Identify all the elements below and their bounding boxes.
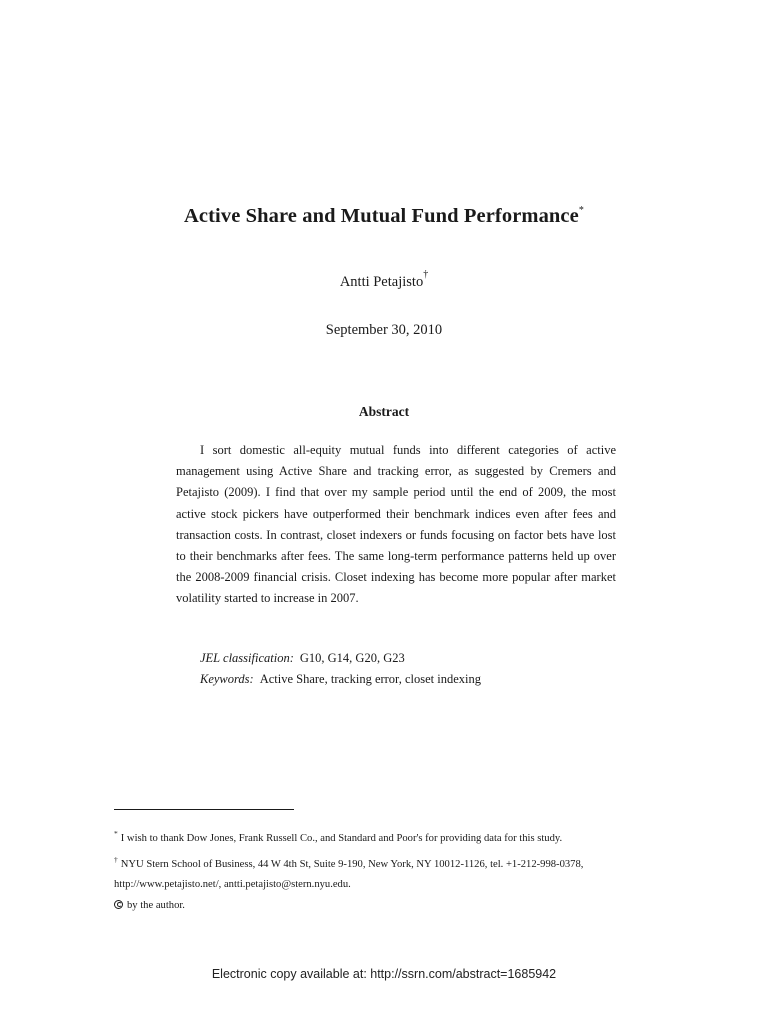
jel-value: G10, G14, G20, G23 — [299, 651, 405, 665]
footnote-2-line-1: NYU Stern School of Business, 44 W 4th St, Suite 9-190, New York, NY 10012-1126, tel. +1-212-998-0378, — [120, 858, 584, 870]
abstract-heading: Abstract — [358, 404, 410, 419]
copyright-text: by the author. — [127, 899, 185, 911]
title-footnote-mark: * — [578, 205, 584, 216]
footnote-divider — [114, 809, 294, 810]
ssrn-notice: Electronic copy available at: http://ssrn.com/abstract=1685942 — [211, 967, 557, 981]
keywords-value: Active Share, tracking error, closet indexing — [259, 672, 481, 686]
paper-author — [0, 269, 768, 291]
footnotes — [114, 824, 659, 916]
copyright-icon — [114, 900, 123, 909]
jel-label: JEL classification: — [200, 651, 294, 665]
keywords-label: Keywords: — [200, 672, 254, 686]
footnote-1-text: I wish to thank Dow Jones, Frank Russell Co., and Standard and Poor's for providing data for this study. — [120, 833, 563, 844]
footnote-1-mark: * — [114, 829, 118, 838]
footnote-affiliation-cont — [114, 875, 659, 896]
footnote-affiliation — [114, 850, 659, 876]
paper-title-text: Active Share and Mutual Fund Performance — [184, 205, 579, 227]
keywords — [200, 672, 481, 687]
paper-title — [0, 205, 768, 228]
footnote-2-mark: † — [114, 854, 118, 864]
paper-date: September 30, 2010 — [325, 322, 443, 338]
footnote-acknowledgment — [114, 824, 659, 850]
jel-classification — [200, 651, 405, 666]
author-name: Antti Petajisto — [339, 274, 424, 290]
footnote-2-line-2: http://www.petajisto.net/, antti.petajisto@stern.nyu.edu. — [114, 879, 351, 890]
footnote-copyright — [114, 896, 659, 917]
author-footnote-mark: † — [423, 269, 429, 280]
abstract-text: I sort domestic all-equity mutual funds into different categories of active management using Active Share and tracking error, as suggested by Cremers and Petajisto (2009). I find that over my sample period until the end of 2009, the most active stock pickers have outperformed their benchmark indices even after fees and transaction costs. In contrast, closet indexers or funds focusing on factor bets have lost to their benchmarks after fees. The same long-term performance patterns held up over the 2008-2009 financial crisis. Closet indexing has become more popular after market volatility started to increase in 2007. — [176, 443, 616, 606]
